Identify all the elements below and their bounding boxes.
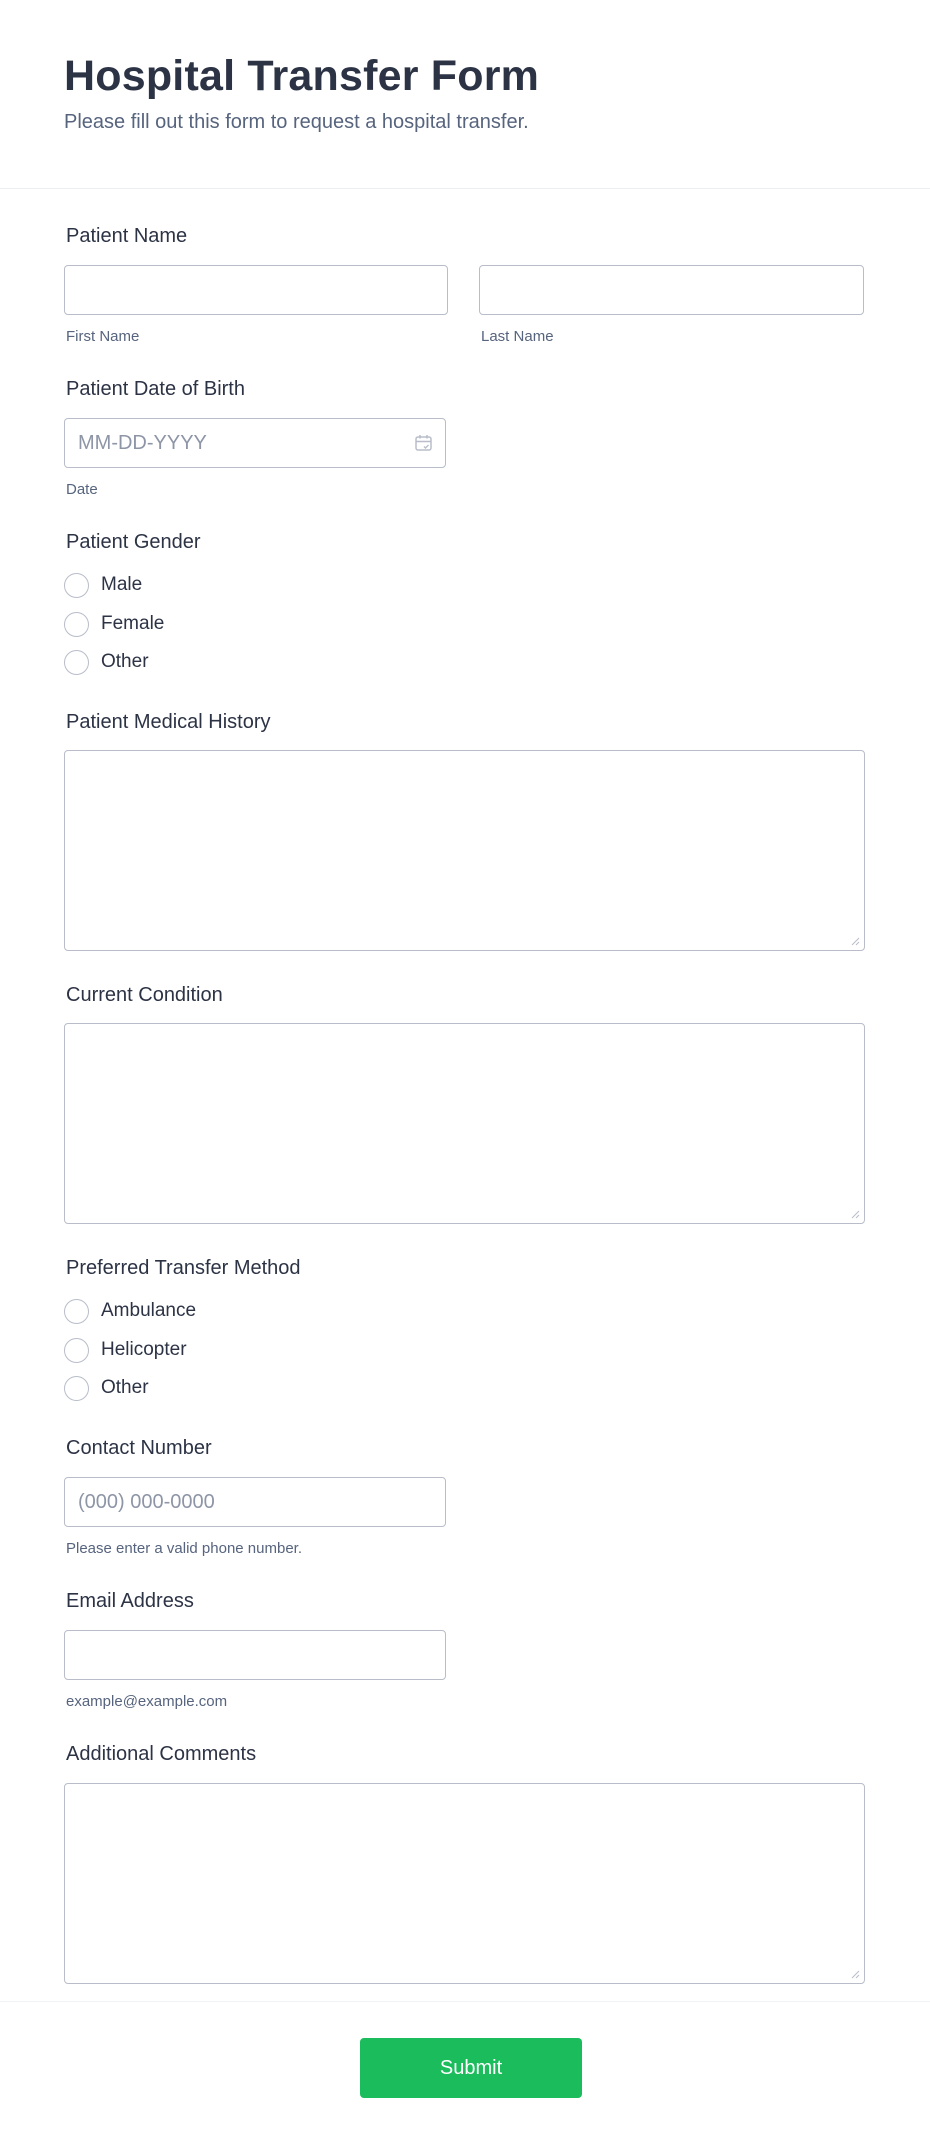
additional-comments-label: Additional Comments — [66, 1743, 257, 1765]
calendar-icon[interactable] — [414, 433, 434, 453]
radio-label: Other — [101, 1377, 149, 1398]
gender-option-other[interactable] — [64, 649, 149, 675]
last-name-input[interactable] — [479, 265, 864, 315]
additional-comments-textarea[interactable] — [64, 1783, 865, 1984]
radio-button[interactable] — [64, 1338, 89, 1363]
radio-label: Male — [101, 574, 143, 595]
last-name-sublabel: Last Name — [481, 328, 554, 345]
contact-number-label: Contact Number — [66, 1437, 212, 1459]
footer-divider — [0, 2001, 930, 2002]
patient-name-label: Patient Name — [66, 225, 188, 247]
current-condition-textarea[interactable] — [64, 1023, 865, 1224]
form-header — [0, 0, 930, 189]
medical-history-label: Patient Medical History — [66, 711, 271, 733]
email-sublabel: example@example.com — [66, 1693, 228, 1710]
transfer-method-label: Preferred Transfer Method — [66, 1257, 301, 1279]
resize-grip-icon[interactable] — [850, 936, 860, 946]
email-input[interactable] — [64, 1630, 446, 1680]
radio-button[interactable] — [64, 573, 89, 598]
contact-number-sublabel: Please enter a valid phone number. — [66, 1540, 302, 1557]
gender-option-female[interactable] — [64, 611, 164, 637]
first-name-sublabel: First Name — [66, 328, 140, 345]
transfer-option-ambulance[interactable] — [64, 1298, 196, 1324]
dob-label: Patient Date of Birth — [66, 378, 245, 400]
radio-label: Helicopter — [101, 1339, 187, 1360]
dob-input[interactable] — [64, 418, 446, 468]
current-condition-label: Current Condition — [66, 984, 223, 1006]
submit-button[interactable]: Submit — [360, 2038, 582, 2098]
transfer-option-helicopter[interactable] — [64, 1337, 187, 1363]
contact-number-input[interactable] — [64, 1477, 446, 1527]
transfer-option-other[interactable] — [64, 1375, 149, 1401]
radio-label: Ambulance — [101, 1300, 197, 1321]
radio-button[interactable] — [64, 1376, 89, 1401]
gender-label: Patient Gender — [66, 531, 201, 553]
gender-option-male[interactable] — [64, 572, 142, 598]
form-title: Hospital Transfer Form — [64, 52, 540, 100]
dob-sublabel: Date — [66, 481, 98, 498]
radio-label: Other — [101, 651, 149, 672]
radio-label: Female — [101, 613, 165, 634]
first-name-input[interactable] — [64, 265, 448, 315]
radio-button[interactable] — [64, 1299, 89, 1324]
email-label: Email Address — [66, 1590, 194, 1612]
radio-button[interactable] — [64, 612, 89, 637]
medical-history-textarea[interactable] — [64, 750, 865, 951]
resize-grip-icon[interactable] — [850, 1969, 860, 1979]
radio-button[interactable] — [64, 650, 89, 675]
form-subtitle: Please fill out this form to request a hospital transfer. — [64, 111, 529, 133]
resize-grip-icon[interactable] — [850, 1209, 860, 1219]
